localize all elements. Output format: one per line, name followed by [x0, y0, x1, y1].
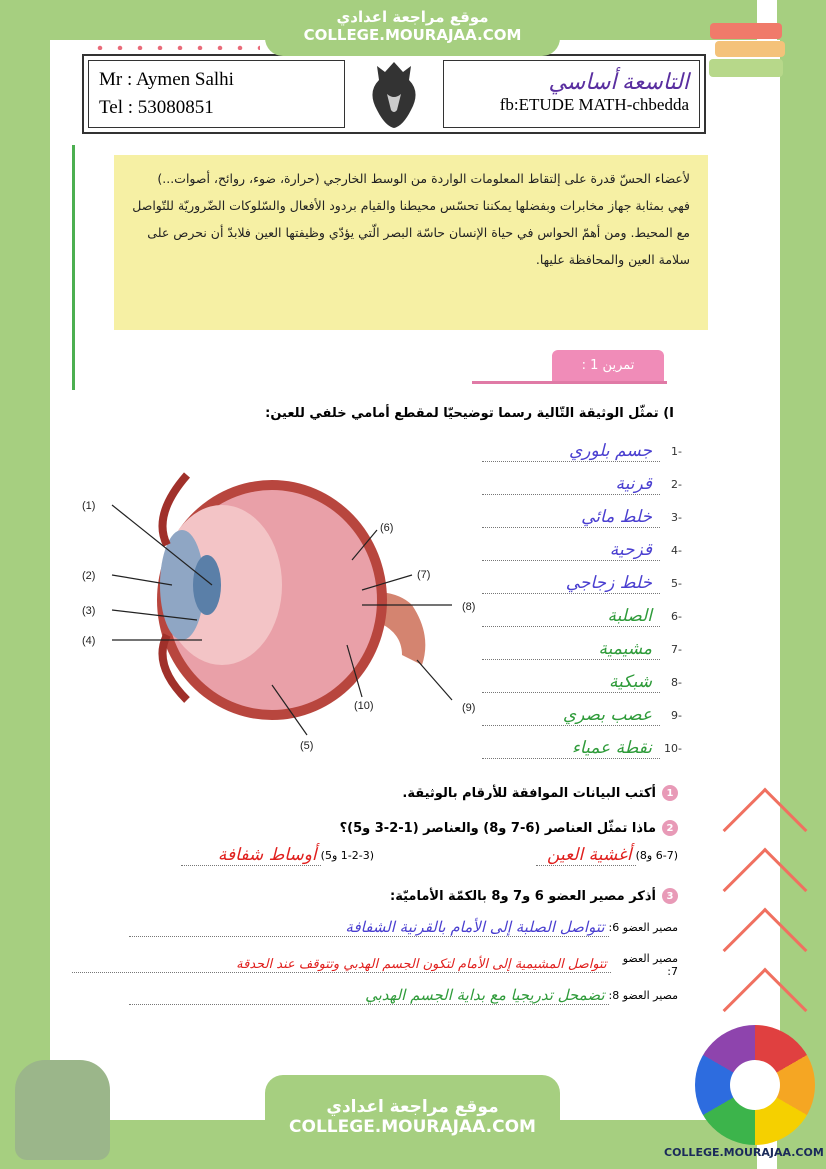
handwritten-answer: أغشية العين — [536, 845, 636, 866]
fate-row-7 — [72, 952, 678, 978]
answer-row — [482, 501, 682, 534]
answer-number: -9 — [671, 709, 682, 722]
banner-arabic: موقع مراجعة اعدادي — [336, 8, 489, 26]
books-icon — [705, 15, 790, 85]
lens — [193, 555, 221, 615]
handwritten-answer: أوساط شفافة — [181, 845, 321, 866]
answer-number: -6 — [671, 610, 682, 623]
school-wheel-logo — [695, 1025, 815, 1145]
answer-2b — [181, 845, 374, 866]
answer-number: -3 — [671, 511, 682, 524]
backpack-icon — [15, 1060, 110, 1160]
worksheet-header — [82, 54, 706, 134]
answer-row — [482, 600, 682, 633]
tag-underline — [472, 381, 667, 384]
label-3: (3) — [82, 605, 96, 617]
answer-list — [482, 435, 682, 765]
handwritten-answer: مشيمية — [482, 639, 660, 660]
label-6: (6) — [380, 522, 394, 534]
row-label: مصير العضو 7: — [622, 952, 678, 978]
question-text: أذكر مصير العضو 6 و7 و8 بالكمّة الأماميّة: — [390, 888, 656, 904]
answer-row — [482, 468, 682, 501]
fate-row-8 — [129, 986, 678, 1005]
handwritten-answer: تتواصل الصلبة إلى الأمام بالقرنية الشفافة — [129, 918, 609, 937]
answer-row — [482, 534, 682, 567]
answer-number: -2 — [671, 478, 682, 491]
answer-row — [482, 633, 682, 666]
fate-row-6 — [129, 918, 678, 937]
banner-arabic: موقع مراجعة اعدادي — [326, 1097, 499, 1117]
banner-domain[interactable]: COLLEGE.MOURAJAA.COM — [289, 1117, 536, 1137]
teacher-box — [88, 60, 345, 128]
handwritten-answer: تتواصل المشيمية إلى الأمام لتكون الجسم الهدبي وتتوقف عند الحدقة — [72, 957, 611, 973]
answer-row — [482, 567, 682, 600]
question-intro: I) تمثّل الوثيقة التّالية رسما توضيحيّا لمقطع أمامي خلفي للعين: — [265, 406, 674, 421]
label-5: (5) — [300, 740, 314, 752]
answer-number: -4 — [671, 544, 682, 557]
teacher-tel: Tel : 53080851 — [99, 97, 214, 118]
site-banner-bottom[interactable] — [265, 1075, 560, 1155]
footer-site[interactable]: COLLEGE.MOURAJAA.COM — [664, 1146, 824, 1159]
number-badge: 3 — [662, 888, 678, 904]
handwritten-answer: قرنية — [482, 474, 660, 495]
banner-domain[interactable]: COLLEGE.MOURAJAA.COM — [303, 26, 522, 44]
label-8: (8) — [462, 601, 476, 613]
eye-diagram — [72, 435, 492, 765]
handwritten-answer: قزحية — [482, 540, 660, 561]
teacher-name: Mr : Aymen Salhi — [99, 69, 234, 90]
number-badge: 2 — [662, 820, 678, 836]
question-3 — [390, 888, 678, 904]
handwritten-answer: عصب بصري — [482, 705, 660, 726]
label-7: (7) — [417, 569, 431, 581]
handwritten-answer: جسم بلوري — [482, 441, 660, 462]
answer-row — [482, 699, 682, 732]
answer-number: -1 — [671, 445, 682, 458]
handwritten-answer: تضمحل تدريجيا مع بداية الجسم الهدبي — [129, 986, 609, 1005]
answer-row — [482, 435, 682, 468]
answer-number: -5 — [671, 577, 682, 590]
green-margin-line — [72, 145, 75, 390]
question-text: أكتب البيانات الموافقة للأرقام بالوثيقة. — [402, 785, 656, 801]
level-box — [443, 60, 700, 128]
handwritten-answer: الصلبة — [482, 606, 660, 627]
answer-row — [482, 732, 682, 765]
level-title: التاسعة أساسي — [548, 69, 689, 94]
exercise-tag: تمرين 1 : — [552, 350, 664, 382]
answer-2a — [536, 845, 678, 866]
handwritten-answer: خلط مائي — [482, 507, 660, 528]
label-9: (9) — [462, 702, 476, 714]
answer-number: -7 — [671, 643, 682, 656]
answer-row — [482, 666, 682, 699]
question-2 — [340, 820, 678, 836]
question-text: ماذا تمثّل العناصر (6-7 و8) والعناصر (1-2-3 و5)؟ — [339, 820, 656, 836]
handwritten-answer: خلط زجاجي — [482, 573, 660, 594]
label-10: (10) — [354, 700, 374, 712]
answer-number: -10 — [664, 742, 682, 755]
label-4: (4) — [82, 635, 96, 647]
handwritten-answer: شبكية — [482, 672, 660, 693]
answer-label: (6-7 و8) — [635, 849, 678, 862]
row-label: مصير العضو 8: — [608, 989, 678, 1002]
answer-label: (1-2-3 و5) — [320, 849, 374, 862]
worksheet — [72, 50, 714, 1110]
handwritten-answer: نقطة عمياء — [482, 738, 660, 759]
lion-logo — [349, 56, 439, 132]
number-badge: 1 — [662, 785, 678, 801]
intro-text: لأعضاء الحسّ قدرة على إلتقاط المعلومات الواردة من الوسط الخارجي (حرارة، ضوء، روائح، أصوات...) فهي بمثابة جهاز مخابرات وبفضلها يمكننا تحسّس محيطنا والقيام بردود الأفعال والسّلوكات الضّروريّة للتّواصل مع المحيط. ومن أهمّ الحواس في حياة الإنسان حاسّة البصر الّتي يؤدّي وظيفتها العين فلابدّ أن نحرص على سلامة العين والمحافظة عليها. — [114, 155, 708, 330]
facebook-page: fb:ETUDE MATH-chbedda — [499, 95, 689, 114]
answer-number: -8 — [671, 676, 682, 689]
label-2: (2) — [82, 570, 96, 582]
row-label: مصير العضو 6: — [608, 921, 678, 934]
label-1: (1) — [82, 500, 96, 512]
question-1 — [402, 785, 678, 801]
site-banner-top[interactable] — [265, 0, 560, 56]
